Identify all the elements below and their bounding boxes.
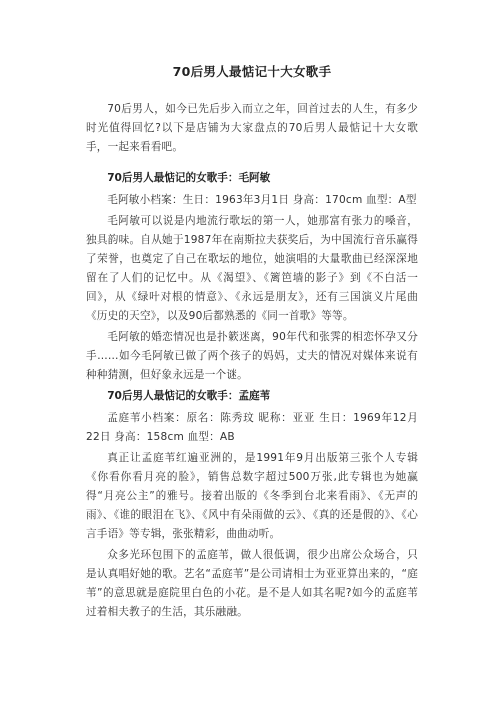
section-meng-tingwei xyxy=(86,387,418,622)
section-heading: 70后男人最惦记的女歌手：孟庭苇 xyxy=(107,390,271,402)
intro-paragraph: 70后男人，如今已先后步入而立之年，回首过去的人生，有多少时光值得回忆?以下是店铺为大家盘点的70后男人最惦记十大女歌手，一起来看看吧。 xyxy=(86,103,418,153)
profile-paragraph: 孟庭苇小档案：原名：陈秀玟 昵称：亚亚 生日：1969年12月22日 身高：158cm 血型：AB xyxy=(86,412,418,443)
section-heading: 70后男人最惦记的女歌手：毛阿敏 xyxy=(107,172,271,184)
body-paragraph: 毛阿敏可以说是内地流行歌坛的第一人，她那富有张力的嗓音，独具韵味。自从她于1987年在南斯拉夫获奖后，为中国流行音乐赢得了荣誉，也奠定了自己在歌坛的地位，她演唱的大量歌曲已经深深地留在了人们的记忆中。从《渴望》、《篱笆墙的影子》到《不白活一回》，从《绿叶对根的情意》、《永远是朋友》，还有三国演义片尾曲《历史的天空》，以及90后都熟悉的《同一首歌》等等。 xyxy=(86,215,418,322)
section-mao-amin xyxy=(86,169,418,385)
body-paragraph: 众多光环包围下的孟庭苇，做人很低调，很少出席公众场合，只是认真唱好她的歌。艺名“孟庭苇”是公司请相士为亚亚算出来的，“庭苇”的意思就是庭院里白色的小花。是不是人如其名呢?如今的孟庭苇过着相夫教子的生活，其乐融融。 xyxy=(86,549,418,618)
body-paragraph: 毛阿敏的婚恋情况也是扑簌迷离，90年代和张霁的相恋怀孕又分手……如今毛阿敏已做了两个孩子的妈妈，丈夫的情况对媒体来说有种种猜测，但好象永远是一个谜。 xyxy=(86,331,418,381)
body-paragraph: 真正让孟庭苇红遍亚洲的，是1991年9月出版第三张个人专辑《你看你看月亮的脸》，销售总数字超过500万张,此专辑也为她赢得“月亮公主”的雅号。接着出版的《冬季到台北来看雨》、《无声的雨》、《谁的眼泪在飞》、《风中有朵雨做的云》、《真的还是假的》、《心言手语》等专辑，张张精彩，曲曲动听。 xyxy=(86,452,418,540)
profile-paragraph: 毛阿敏小档案：生日：1963年3月1日 身高：170cm 血型：A型 xyxy=(107,194,417,206)
page-title: 70后男人最惦记十大女歌手 xyxy=(172,64,332,79)
